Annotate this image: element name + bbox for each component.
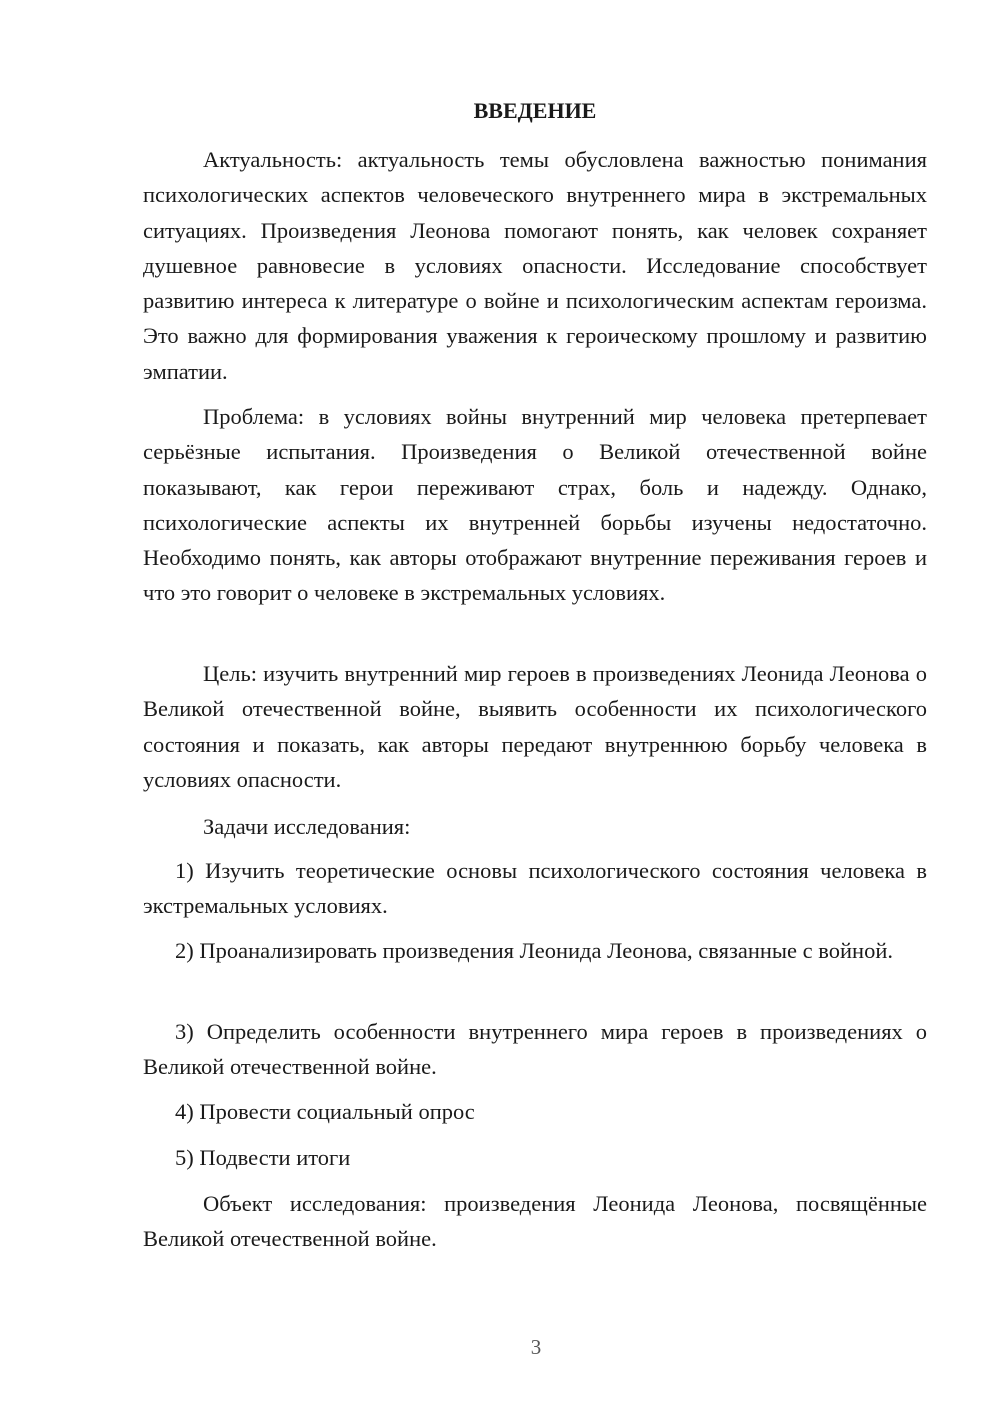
page-title: ВВЕДЕНИЕ [473,98,597,123]
paragraph-goal: Цель: изучить внутренний мир героев в произведениях Леонида Леонова о Великой отечественной войне, выявить особенности их психологического состояния и показать, как авторы передают внутреннюю борьбу человека в условиях опасности. [143,661,927,792]
task-item-2: 2) Проанализировать произведения Леонида Леонова, связанные с войной. [175,938,893,963]
paragraph-object: Объект исследования: произведения Леонида Леонова, посвящённые Великой отечественной войне. [143,1191,927,1252]
paragraph-relevance: Актуальность: актуальность темы обусловлена важностью понимания психологических аспектов человеческого внутреннего мира в экстремальных ситуациях. Произведения Леонова помогают понять, как человек сохраняет душевное равновесие в условиях опасности. Исследование способствует развитию интереса к литературе о войне и психологическим аспектам героизма. Это важно для формирования уважения к героическому прошлому и развитию эмпатии. [143,147,927,384]
task-item-1: 1) Изучить теоретические основы психологического состояния человека в экстремальных условиях. [143,858,927,919]
task-item-5: 5) Подвести итоги [175,1145,351,1170]
task-item-3: 3) Определить особенности внутреннего мира героев в произведениях о Великой отечественной войне. [143,1019,927,1080]
paragraph-problem: Проблема: в условиях войны внутренний мир человека претерпевает серьёзные испытания. Произведения о Великой отечественной войне показывают, как герои переживают страх, боль и надежду. Однако, психологические аспекты их внутренней борьбы изучены недостаточно. Необходимо понять, как авторы отображают внутренние переживания героев и что это говорит о человеке в экстремальных условиях. [143,404,927,606]
tasks-heading: Задачи исследования: [203,814,411,839]
page-number: 3 [530,1335,542,1359]
task-item-4: 4) Провести социальный опрос [175,1099,475,1124]
